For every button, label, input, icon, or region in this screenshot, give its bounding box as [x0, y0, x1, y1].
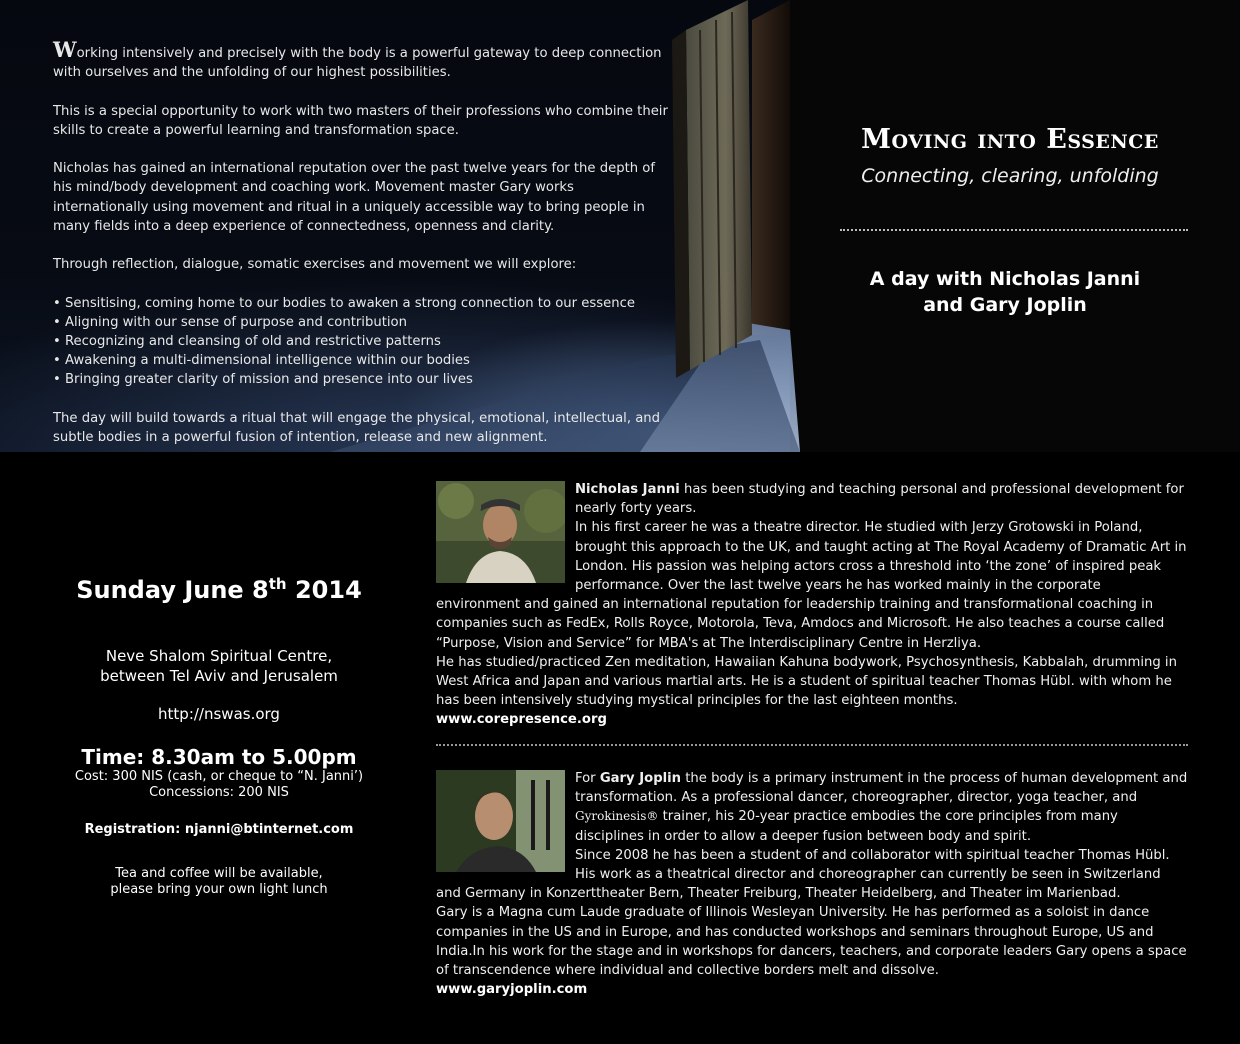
event-info — [40, 575, 398, 898]
list-item: • Recognizing and cleansing of old and restrictive patterns — [53, 333, 441, 349]
list-item: • Awakening a multi-dimensional intelligence within our bodies — [53, 353, 470, 369]
drop-cap: W — [53, 37, 77, 62]
intro-paragraph-1 — [53, 37, 673, 82]
bio-gary-name: Gary Joplin — [599, 771, 682, 786]
venue-line-1: Neve Shalom Spiritual Centre, — [105, 647, 333, 665]
event-time: Time: 8.30am to 5.00pm — [81, 745, 357, 769]
venue-website-link[interactable]: http://nswas.org — [158, 705, 280, 723]
event-date — [40, 575, 398, 604]
bio-gary-education: Gary is a Magna cum Laude graduate of Illinois Wesleyan University. He has performed as a soloist in dance companies in the US and in Europe, and has conducted workshops and seminars throughout Europe, US and India.In his work for the stage and in workshops for dancers, teachers, and corporate leaders Gary opens a space of transcendence where individual and collective borders melt and dissolve. — [436, 905, 1187, 979]
intro-text — [53, 37, 673, 452]
list-item: • Aligning with our sense of purpose and contribution — [53, 314, 407, 330]
bio-gary — [436, 769, 1188, 999]
title-block — [820, 124, 1200, 187]
intro-paragraph-3: Nicholas has gained an international reputation over the past twelve years for the depth of his mind/body development and coaching work. Movement master Gary works internationally using movement and ritual in a uniquely accessible way to bring people in many fields into a deep experience of connectedness, openness and clarity. — [53, 161, 656, 234]
venue — [40, 646, 398, 686]
bio-gary-intro-text-2: trainer, his 20-year practice embodies the core principles from many disciplines in order to allow a deeper fusion between body and spirit. — [575, 809, 1118, 844]
title-divider — [840, 229, 1188, 231]
gary-photo — [436, 770, 565, 872]
hero-banner — [0, 0, 1240, 452]
page-title: Moving into Essence — [861, 124, 1159, 155]
intro-paragraph-5: The day will build towards a ritual that will engage the physical, emotional, intellectual, and subtle bodies in a powerful fusion of intention, release and new alignment. — [53, 410, 661, 445]
gyrokinesis-mark: Gyrokinesis® — [575, 809, 659, 824]
list-item: • Sensitising, coming home to our bodies to awaken a strong connection to our essence — [53, 295, 635, 311]
exploration-list — [53, 294, 673, 390]
bio-nicholas-name: Nicholas Janni — [575, 482, 680, 497]
tea-line-2: please bring your own light lunch — [110, 882, 328, 897]
page-subtitle: Connecting, clearing, unfolding — [861, 165, 1159, 187]
bio-gary-for: For — [575, 771, 600, 786]
bio-gary-student: Since 2008 he has been a student of and collaborator with spiritual teacher Thomas Hübl. — [575, 847, 1170, 863]
list-item: • Bringing greater clarity of mission and presence into our lives — [53, 372, 473, 388]
cost-line-1: Cost: 300 NIS (cash, or cheque to “N. Janni’) — [74, 769, 364, 784]
bio-gary-work: His work as a theatrical director and choreographer can currently be seen in Switzerland and Germany in Konzerttheater Bern, Theater Freiburg, Theater Heidelberg, and Theater im Marienbad. — [436, 867, 1161, 902]
presenters-line-2: and Gary Joplin — [923, 294, 1087, 316]
catering-note — [40, 866, 398, 898]
venue-line-2: between Tel Aviv and Jerusalem — [100, 667, 338, 685]
bio-nicholas-career: In his first career he was a theatre director. He studied with Jerzy Grotowski in Poland, brought this approach to the UK, and taught acting at The Royal Academy of Dramatic Art in London. His passion was helping actors cross a threshold into ‘the zone’ of inspired peak performance. Over the last twelve years he has worked mainly in the corporate environment and gained an international reputation for leadership training and transformational coaching in companies such as FedEx, Rolls Royce, Motorola, Teva, Amdocs and Microsoft. He also teaches a course called “Purpose, Vision and Service” for MBA's at The Interdisciplinary Centre in Herzliya. — [436, 520, 1187, 651]
intro-paragraph-1-text: orking intensively and precisely with the body is a powerful gateway to deep connection with ourselves and the unfolding of our highest possibilities. — [53, 46, 662, 81]
registration-email[interactable]: Registration: njanni@btinternet.com — [84, 822, 354, 837]
presenters-line-1: A day with Nicholas Janni — [869, 268, 1141, 290]
presenters-heading — [840, 266, 1170, 318]
gary-website-link[interactable]: www.garyjoplin.com — [436, 982, 588, 998]
cost-line-2: Concessions: 200 NIS — [149, 785, 289, 800]
event-cost — [40, 769, 398, 801]
bio-divider — [436, 744, 1188, 746]
event-date-main: Sunday June 8 — [76, 576, 269, 604]
bio-nicholas-studies: He has studied/practiced Zen meditation, Hawaiian Kahuna bodywork, Psychosynthesis, Kabbalah, drumming in West Africa and Japan and various martial arts. He is a student of spiritual teacher Thomas Hübl. with whom he has been intensively studying mystical principles for the last eighteen months. — [436, 654, 1177, 709]
nicholas-photo — [436, 481, 565, 583]
intro-paragraph-2: This is a special opportunity to work with two masters of their professions who combine their skills to create a powerful learning and transformation space. — [53, 103, 668, 138]
event-date-suffix: th — [268, 575, 287, 593]
bio-gary-intro-text: the body is a primary instrument in the process of human development and transformation. As a professional dancer, choreographer, director, yoga teacher, and — [575, 771, 1188, 806]
bio-nicholas-intro-text: has been studying and teaching personal and professional development for nearly forty years. — [575, 482, 1184, 517]
event-date-year: 2014 — [286, 576, 362, 604]
bio-nicholas — [436, 480, 1188, 730]
intro-paragraph-4: Through reflection, dialogue, somatic exercises and movement we will explore: — [53, 257, 577, 273]
tea-line-1: Tea and coffee will be available, — [115, 866, 323, 881]
nicholas-website-link[interactable]: www.corepresence.org — [436, 712, 607, 728]
